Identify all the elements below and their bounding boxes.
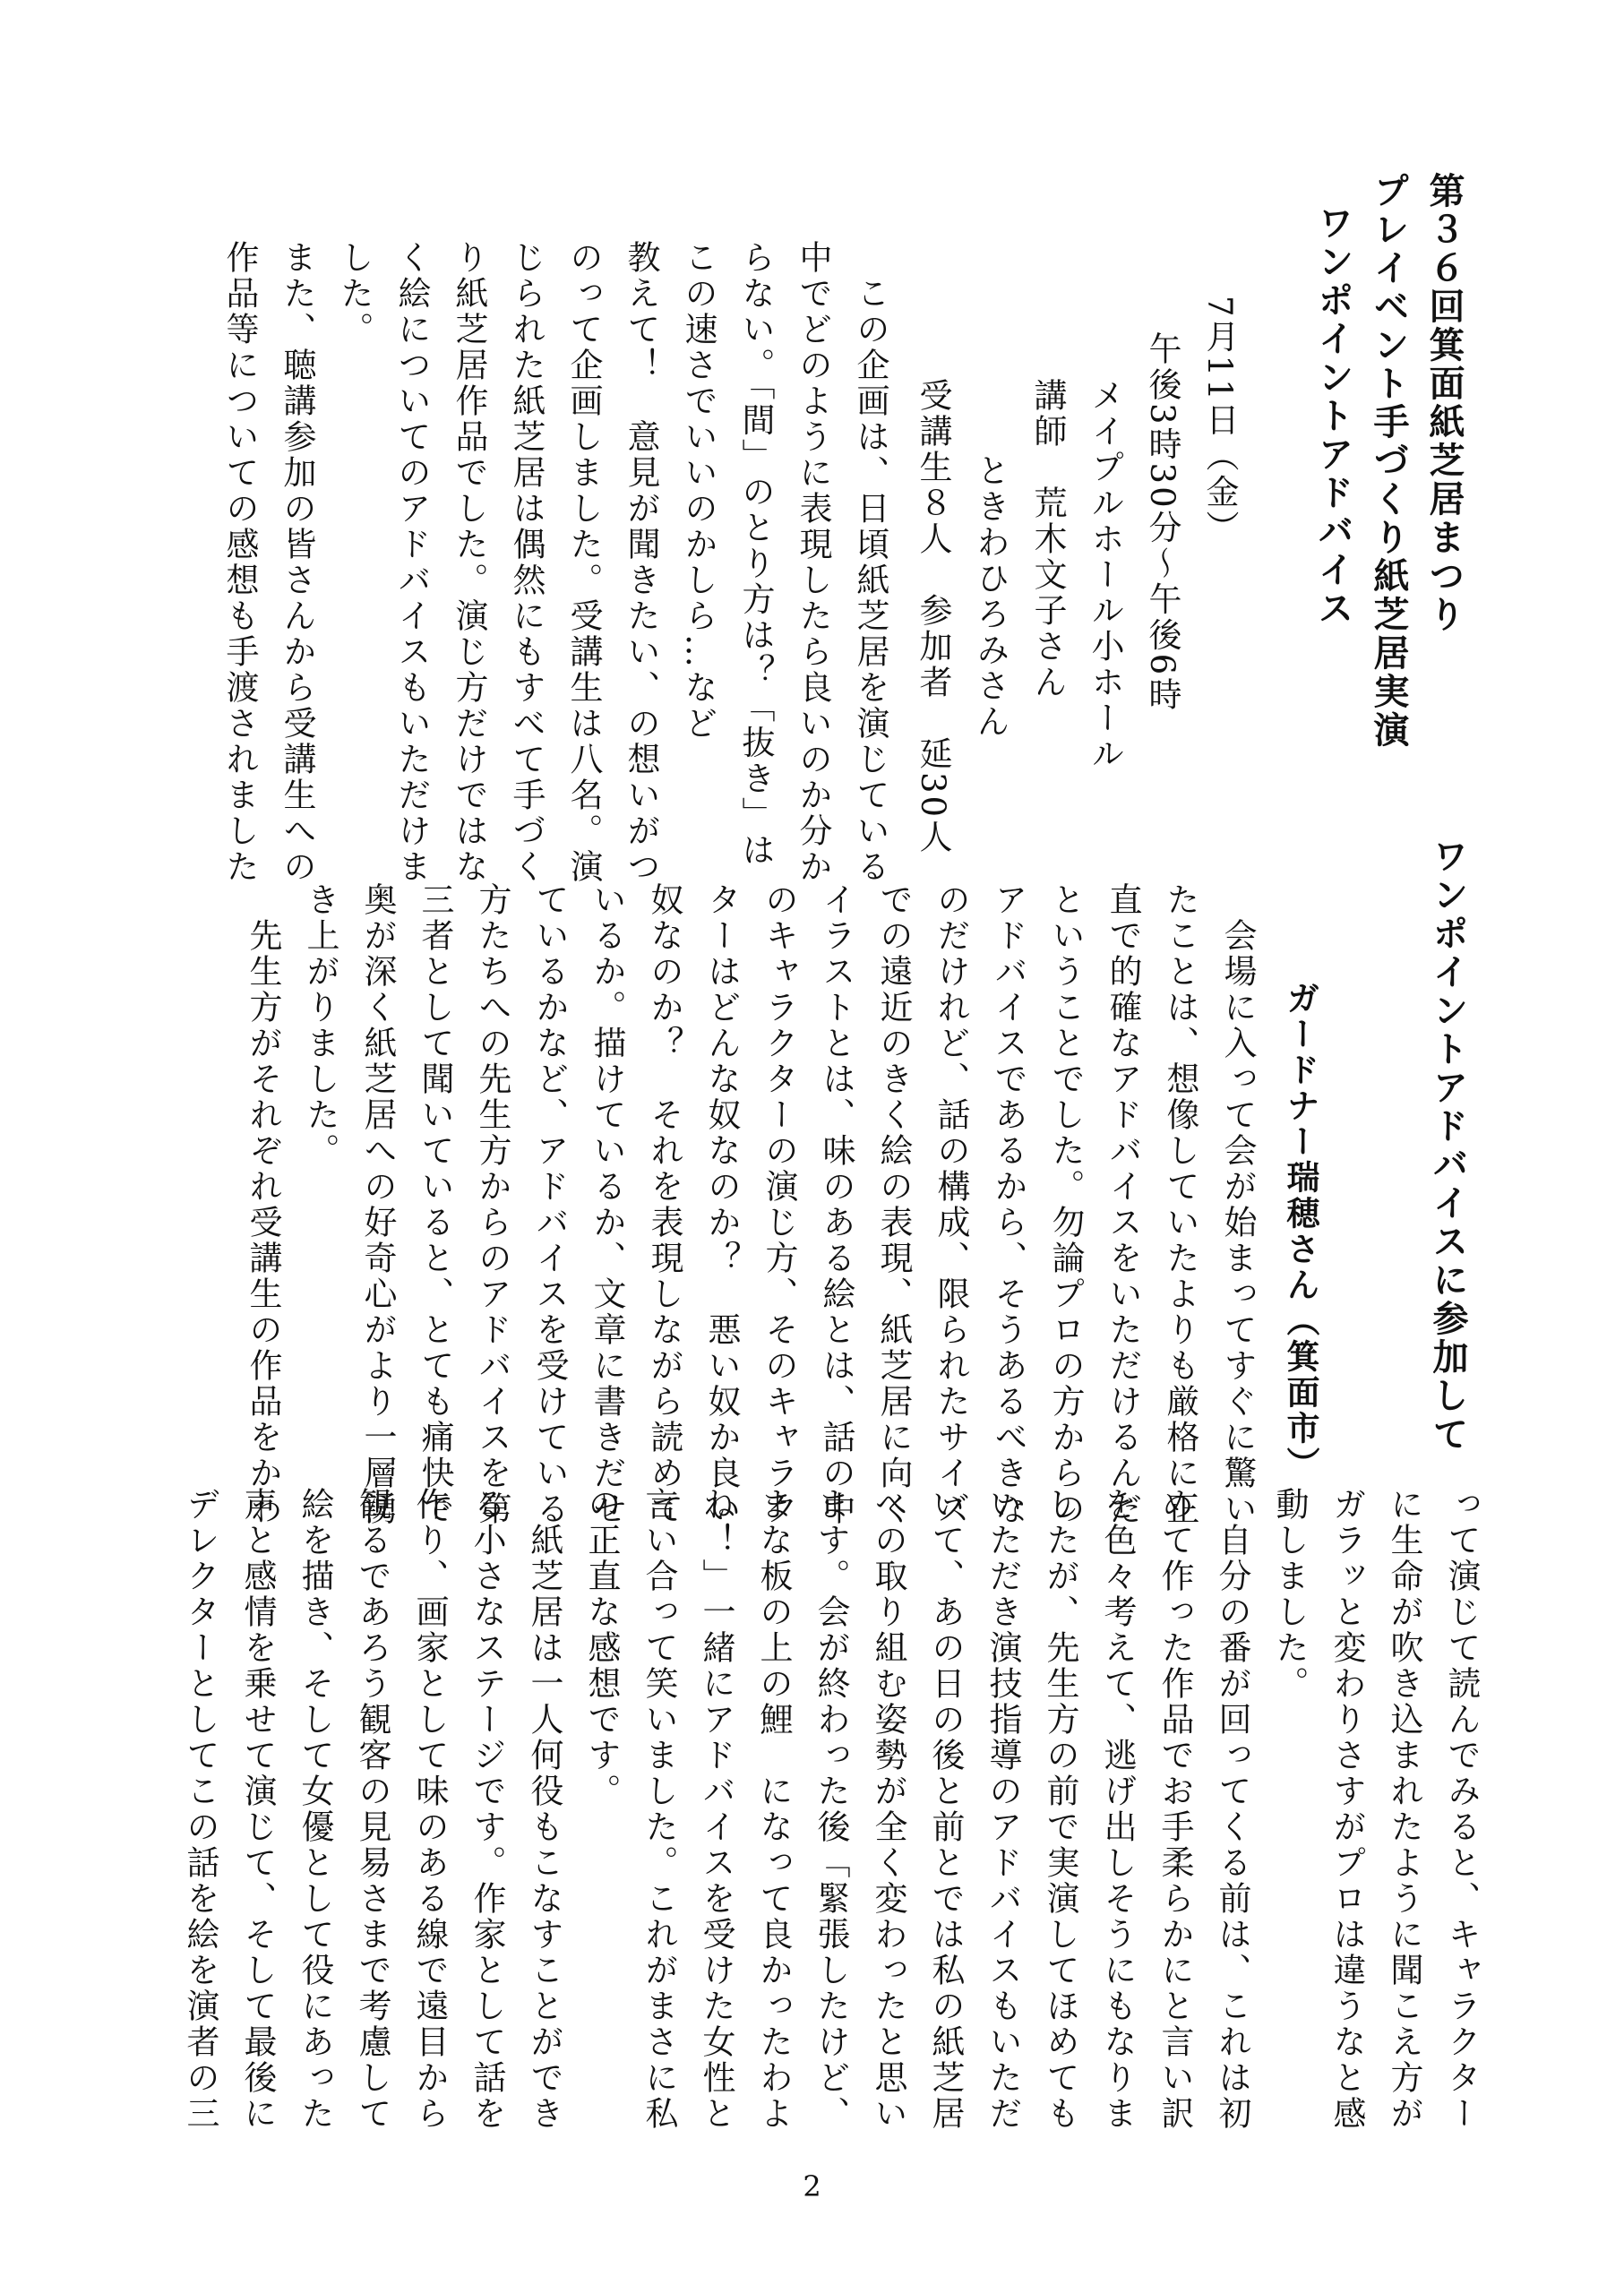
body-line: の正直な感想です。 [582,1487,621,1809]
event-lecturer-2: ときわひろみさん [971,453,1010,740]
intro-line: 中でどのように表現したら良いのか分か [794,240,832,885]
body-line: めて作った作品でお手柔らかにと言い訳 [1156,1487,1194,2132]
intro-line: 教えて！ 意見が聞きたい、の想いがつ [622,240,660,885]
intro-line: のって企画しました。受講生は八名。演 [564,240,603,885]
body-line: る小さなステージです。作家として話を [468,1487,506,2132]
intro-line: この速さでいいのかしら…など [679,240,717,742]
body-line: のだけれど、話の構成、限られたサイズ [932,882,970,1527]
article-author [1271,981,1328,1482]
body-line: 奴なのか？ それを表現しながら読めて [645,882,683,1527]
article-body-middle [234,882,1266,1527]
intro-line: した。 [335,240,374,348]
body-line: ガラッと変わりさすがプロは違うなと感 [1328,1487,1366,2132]
body-line: 動しました。 [1270,1487,1309,1702]
body-line: を色々考えて、逃げ出しそうにもなりま [1098,1487,1137,2132]
body-line: 奥が深く紙芝居への好奇心がより一層湧 [358,882,397,1527]
intro-line: り紙芝居作品でした。演じ方だけではな [450,240,488,885]
body-line: での遠近のきく絵の表現、紙芝居に向く [874,882,913,1527]
body-line: 自分の番が回ってくる前は、これは初 [1213,1487,1251,2132]
body-line: のキャラクターの演じ方、そのキャラク [760,882,798,1527]
page-number: 2 [803,2169,821,2203]
body-line: への取り組む姿勢が全く変わったと思い [869,1487,907,2132]
body-line: 作り、画家として味のある線で遠目から [410,1487,449,2132]
intro-line: 作品等についての感想も手渡されました [220,240,259,885]
body-line: ているかなど、アドバイスを受けている [530,882,569,1527]
event-date: 7月11日（金） [1200,296,1239,546]
article-heading-text: ワンポイントアドバイスに参加して [1427,837,1468,1454]
body-line: 絵を描き、そして女優として役にあった [296,1487,334,2132]
body-line: 言い合って笑いました。これがまさに私 [640,1487,678,2132]
intro-line: らない。「間」のとり方は？「抜き」は [736,240,775,869]
body-line: 声と感情を乗せて演じて、そして最後に [238,1487,277,2132]
body-line: 三者として聞いていると、とても痛快で [416,882,454,1527]
event-participants: 受講生８人 参加者 延30人 [914,378,952,856]
intro-line: また、聴講参加の皆さんから受講生への [278,240,316,885]
body-line: ターはどんな奴なのか？ 悪い奴か良い [702,882,741,1527]
title-line-3: ワンポイントアドバイス [1312,204,1353,628]
article-body-bottom [171,1487,1490,2132]
intro-line: く絵についてのアドバイスもいただけま [392,240,431,885]
body-line: アドバイスであるから、そうあるべきな [989,882,1027,1527]
body-line: 会場に入って会が始まってすぐに驚い [1218,882,1257,1527]
event-time: 午後3時30分～午後6時 [1143,331,1181,714]
intro-body [211,240,898,885]
body-line: き上がりました。 [301,882,339,1169]
intro-line: この企画は、日頃紙芝居を演じている [851,240,889,885]
body-line: いて、あの日の後と前とでは私の紙芝居 [926,1487,965,2132]
body-line: 直で的確なアドバイスをいただけるんだ [1104,882,1142,1527]
event-title [1305,172,1472,750]
body-line: 紙芝居は一人何役もこなすことができ [525,1487,563,2132]
event-info [904,296,1248,856]
body-line: 観るであろう観客の見易さまで考慮して [353,1487,391,2132]
title-line-2: プレイベント手づくり紙芝居実演 [1368,172,1409,750]
body-line: たことは、想像していたよりも厳格に正 [1161,882,1199,1527]
body-line: イラストとは、味のある絵とは、話の中 [817,882,855,1527]
event-venue: メイプルホール小ホール [1086,378,1124,772]
intro-line: じられた紙芝居は偶然にもすべて手づく [507,240,546,885]
body-line: したが、先生方の前で実演してほめても [1041,1487,1079,2132]
body-line: デレクターとしてこの話を絵を演者の三 [181,1487,219,2132]
article-author-text: ガードナー瑞穂さん（箕面市） [1281,981,1319,1482]
article-heading [1419,837,1476,1454]
body-line: 先生方がそれぞれ受講生の作品をかわ [244,882,282,1527]
body-line: いるか。描けているか、文章に書きだせ [588,882,626,1527]
event-lecturer: 講師 荒木文子さん [1028,378,1067,700]
title-line-1: 第３６回箕面紙芝居まつり [1423,172,1465,634]
body-line: ます。会が終わった後「緊張したけど、 [812,1487,850,2132]
body-line: まな板の上の鯉 になって良かったわよ [754,1487,793,2132]
body-line: ね！」一緒にアドバイスを受けた女性と [697,1487,735,2132]
body-line: いただき演技指導のアドバイスもいただ [984,1487,1022,2132]
body-line: って演じて読んでみると、キャラクター [1442,1487,1481,2132]
body-line: 方たちへの先生方からのアドバイスを第 [473,882,511,1527]
body-line: に生命が吹き込まれたように聞こえ方が [1385,1487,1423,2132]
body-line: ということでした。勿論プロの方からの [1046,882,1085,1527]
